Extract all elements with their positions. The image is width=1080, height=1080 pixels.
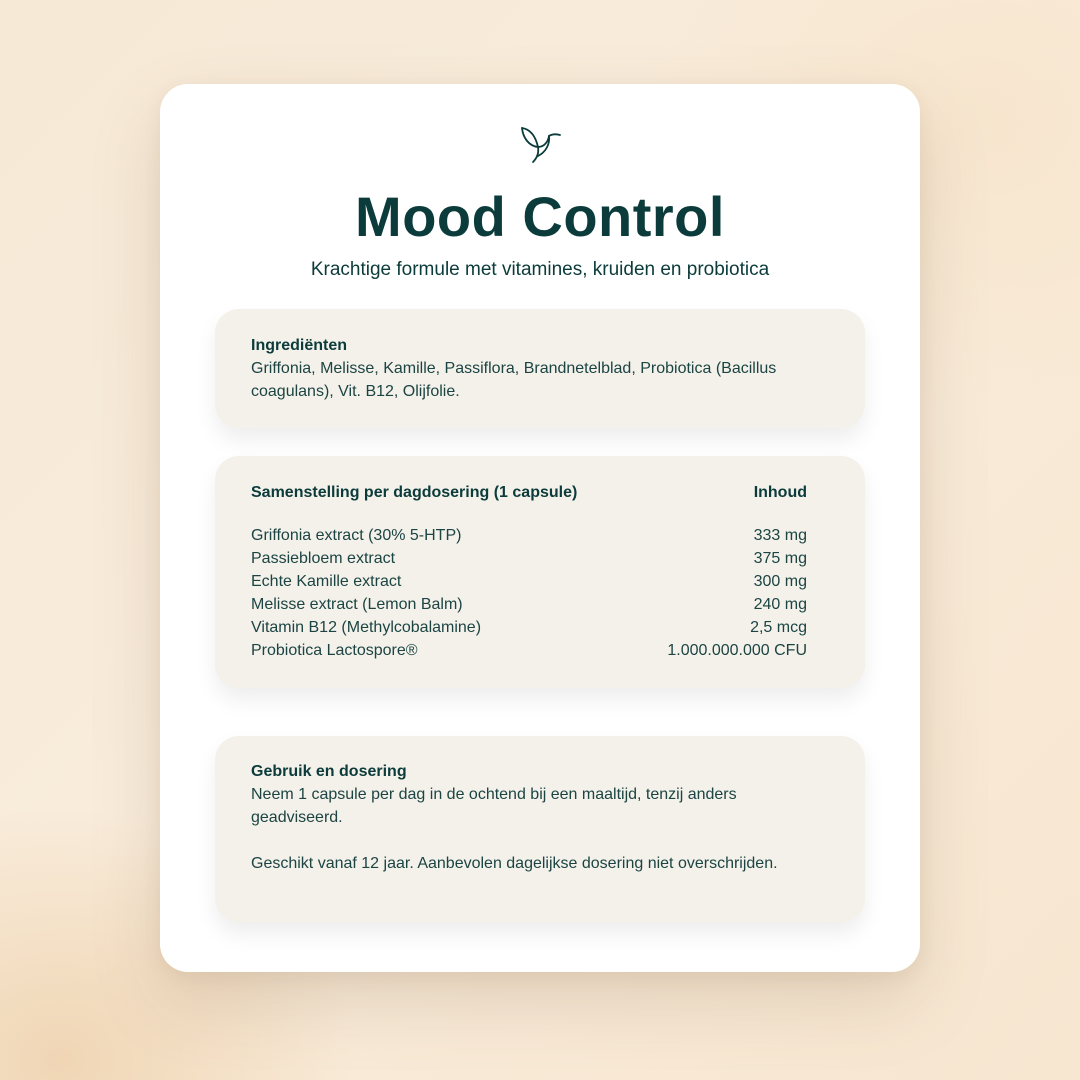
usage-age-note: Geschikt vanaf 12 jaar. Aanbevolen dagelijkse dosering niet overschrijden. xyxy=(251,855,778,872)
ingredients-panel xyxy=(215,309,865,428)
composition-row-name: Melisse extract (Lemon Balm) xyxy=(251,596,463,613)
composition-row xyxy=(251,524,829,547)
page-subtitle: Krachtige formule met vitamines, kruiden en probiotica xyxy=(310,259,770,280)
composition-row-name: Probiotica Lactospore® xyxy=(251,642,418,659)
composition-row xyxy=(251,616,829,639)
composition-row xyxy=(251,570,829,593)
composition-row-amount: 333 mg xyxy=(753,527,807,544)
composition-row-name: Griffonia extract (30% 5-HTP) xyxy=(251,527,462,544)
ingredients-text: Griffonia, Melisse, Kamille, Passiflora, Brandnetelblad, Probiotica (Bacillus coagulans), Vit. B12, Olijfolie. xyxy=(251,360,777,400)
composition-row-amount: 300 mg xyxy=(753,573,807,590)
composition-row xyxy=(251,593,829,616)
composition-row-name: Vitamin B12 (Methylcobalamine) xyxy=(251,619,482,636)
hummingbird-leaf-icon xyxy=(518,122,562,166)
composition-row-amount: 375 mg xyxy=(753,550,807,567)
product-card xyxy=(160,84,920,972)
ingredients-heading: Ingrediënten xyxy=(251,337,348,354)
composition-panel xyxy=(215,456,865,688)
composition-row-amount: 1.000.000.000 CFU xyxy=(667,642,807,659)
usage-panel xyxy=(215,736,865,922)
composition-row xyxy=(251,547,829,570)
composition-row-amount: 240 mg xyxy=(753,596,807,613)
composition-row xyxy=(251,639,829,662)
composition-header xyxy=(251,482,829,504)
usage-text: Neem 1 capsule per dag in de ochtend bij een maaltijd, tenzij anders geadviseerd. xyxy=(251,786,737,826)
composition-row-name: Passiebloem extract xyxy=(251,550,396,567)
usage-heading: Gebruik en dosering xyxy=(251,763,407,780)
composition-row-name: Echte Kamille extract xyxy=(251,573,402,590)
composition-row-amount: 2,5 mcg xyxy=(750,619,807,636)
composition-heading: Samenstelling per dagdosering (1 capsule) xyxy=(251,484,578,501)
composition-amount-heading: Inhoud xyxy=(753,484,807,501)
page-title: Mood Control xyxy=(355,185,725,248)
